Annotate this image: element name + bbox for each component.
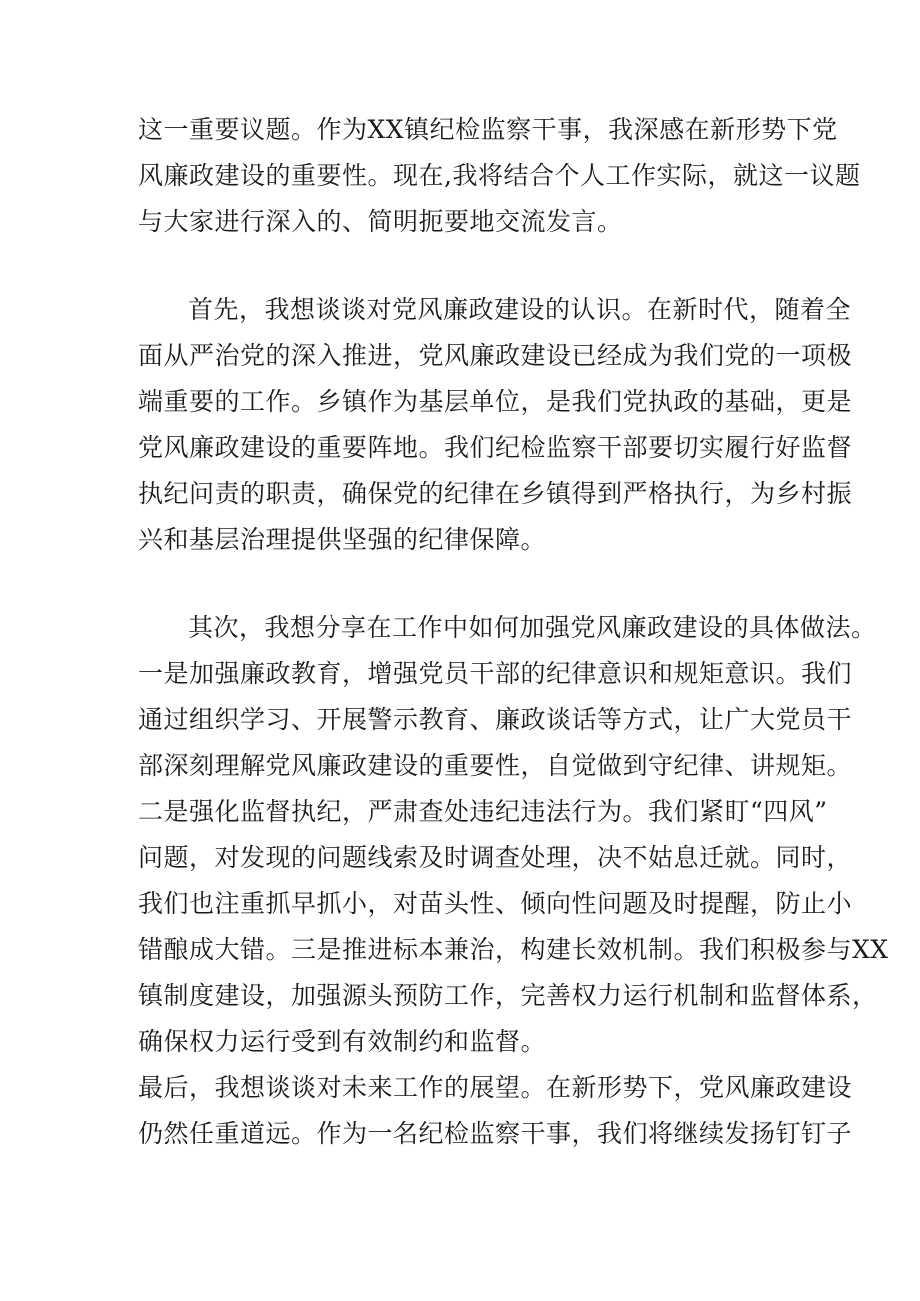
paragraph-3-line-9: 镇制度建设，加强源头预防工作，完善权力运行机制和监督体系， xyxy=(138,981,878,1010)
paragraph-3-line-1: 其次，我想分享在工作中如何加强党风廉政建设的具体做法。 xyxy=(188,613,877,642)
paragraph-2-line-6: 兴和基层治理提供坚强的纪律保障。 xyxy=(138,525,547,554)
paragraph-3-line-4: 部深刻理解党风廉政建设的重要性，自觉做到守纪律、讲规矩。 xyxy=(138,751,853,780)
paragraph-2-line-4: 党风廉政建设的重要阵地。我们纪检监察干部要切实履行好监督 xyxy=(138,433,853,462)
paragraph-3-line-2: 一是加强廉政教育，增强党员干部的纪律意识和规矩意识。我们 xyxy=(138,659,853,688)
paragraph-4-line-1: 最后，我想谈谈对未来工作的展望。在新形势下，党风廉政建设 xyxy=(138,1073,853,1102)
paragraph-3-line-7: 我们也注重抓早抓小，对苗头性、倾向性问题及时提醒，防止小 xyxy=(138,889,853,918)
paragraph-3-line-6: 问题，对发现的问题线索及时调查处理，决不姑息迁就。同时， xyxy=(138,843,853,872)
paragraph-1-line-2: 风廉政建设的重要性。现在,我将结合个人工作实际，就这一议题 xyxy=(138,161,861,190)
paragraph-3-line-3: 通过组织学习、开展警示教育、廉政谈话等方式，让广大党员干 xyxy=(138,705,853,734)
paragraph-2-line-1: 首先，我想谈谈对党风廉政建设的认识。在新时代，随着全 xyxy=(188,295,852,324)
paragraph-2-line-3: 端重要的工作。乡镇作为基层单位，是我们党执政的基础，更是 xyxy=(138,387,853,416)
paragraph-1-line-1: 这一重要议题。作为XX镇纪检监察干事，我深感在新形势下党 xyxy=(138,115,838,144)
paragraph-2-line-5: 执纪问责的职责，确保党的纪律在乡镇得到严格执行，为乡村振 xyxy=(138,479,853,508)
paragraph-2-line-2: 面从严治党的深入推进，党风廉政建设已经成为我们党的一项极 xyxy=(138,341,853,370)
paragraph-3-line-8: 错酿成大错。三是推进标本兼治，构建长效机制。我们积极参与XX xyxy=(138,935,889,964)
paragraph-1-line-3: 与大家进行深入的、简明扼要地交流发言。 xyxy=(138,207,623,236)
paragraph-4-line-2: 仍然任重道远。作为一名纪检监察干事，我们将继续发扬钉钉子 xyxy=(138,1119,853,1148)
paragraph-3-line-10: 确保权力运行受到有效制约和监督。 xyxy=(138,1027,547,1056)
paragraph-3-line-5: 二是强化监督执纪，严肃查处违纪违法行为。我们紧盯“四风” xyxy=(138,797,828,826)
